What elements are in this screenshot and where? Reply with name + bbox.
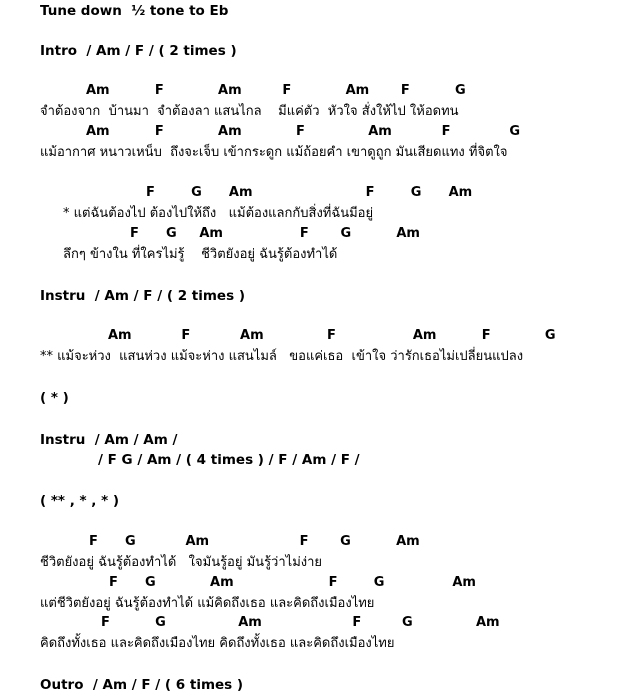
- outro-line: Outro / Am / F / ( 6 times ): [40, 677, 244, 693]
- instru-line: Instru / Am / Am /: [40, 432, 178, 448]
- lyric-line: * แต่ฉันต้องไป ต้องไปให้ถึง แม้ต้องแลกกับสิ่งที่ฉันมีอยู่: [63, 206, 374, 221]
- lyric-line: ชีวิตยังอยู่ ฉันรู้ต้องทำได้ ใจมันรู้อยู่ มันรู้ว่าไม่ง่าย: [40, 555, 323, 570]
- lyric-line: ลึกๆ ข้างใน ที่ใครไม่รู้ ชีวิตยังอยู่ ฉันรู้ต้องทำได้: [63, 247, 338, 262]
- repeat-marker: ( * ): [40, 390, 69, 406]
- lyric-line: จำต้องจาก บ้านมา จำต้องลา แสนไกล มีแค่ตัว หัวใจ สั่งให้ไป ให้อดทน: [40, 104, 459, 119]
- tuning-note: Tune down ½ tone to Eb: [40, 3, 229, 19]
- lyric-line: แม้อากาศ หนาวเหน็บ ถึงจะเจ็บ เข้ากระดูก แม้ถ้อยคำ เขาดูถูก มันเสียดแทง ที่จิตใจ: [40, 145, 508, 160]
- chord-line: Am F Am F Am F G: [86, 83, 466, 98]
- intro-line: Intro / Am / F / ( 2 times ): [40, 43, 237, 59]
- chord-line: F G Am F G Am: [109, 575, 476, 590]
- repeat-marker: ( ** , * , * ): [40, 493, 120, 509]
- lyric-line: ** แม้จะห่วง แสนห่วง แม้จะห่าง แสนไมล์ ขอแค่เธอ เข้าใจ ว่ารักเธอไม่เปลี่ยนแปลง: [40, 349, 524, 364]
- chord-line: F G Am F G Am: [146, 185, 473, 200]
- chord-line: F G Am F G Am: [101, 615, 500, 630]
- instru-line: / F G / Am / ( 4 times ) / F / Am / F /: [98, 452, 360, 468]
- chord-line: F G Am F G Am: [89, 534, 420, 549]
- chord-line: F G Am F G Am: [130, 226, 420, 241]
- lyric-line: แต่ชีวิตยังอยู่ ฉันรู้ต้องทำได้ แม้คิดถึงเธอ และคิดถึงเมืองไทย: [40, 596, 375, 611]
- chord-line: Am F Am F Am F G: [108, 328, 556, 343]
- chord-line: Am F Am F Am F G: [86, 124, 520, 139]
- lyric-line: คิดถึงทั้งเธอ และคิดถึงเมืองไทย คิดถึงทั้งเธอ และคิดถึงเมืองไทย: [40, 636, 395, 651]
- instru-line: Instru / Am / F / ( 2 times ): [40, 288, 245, 304]
